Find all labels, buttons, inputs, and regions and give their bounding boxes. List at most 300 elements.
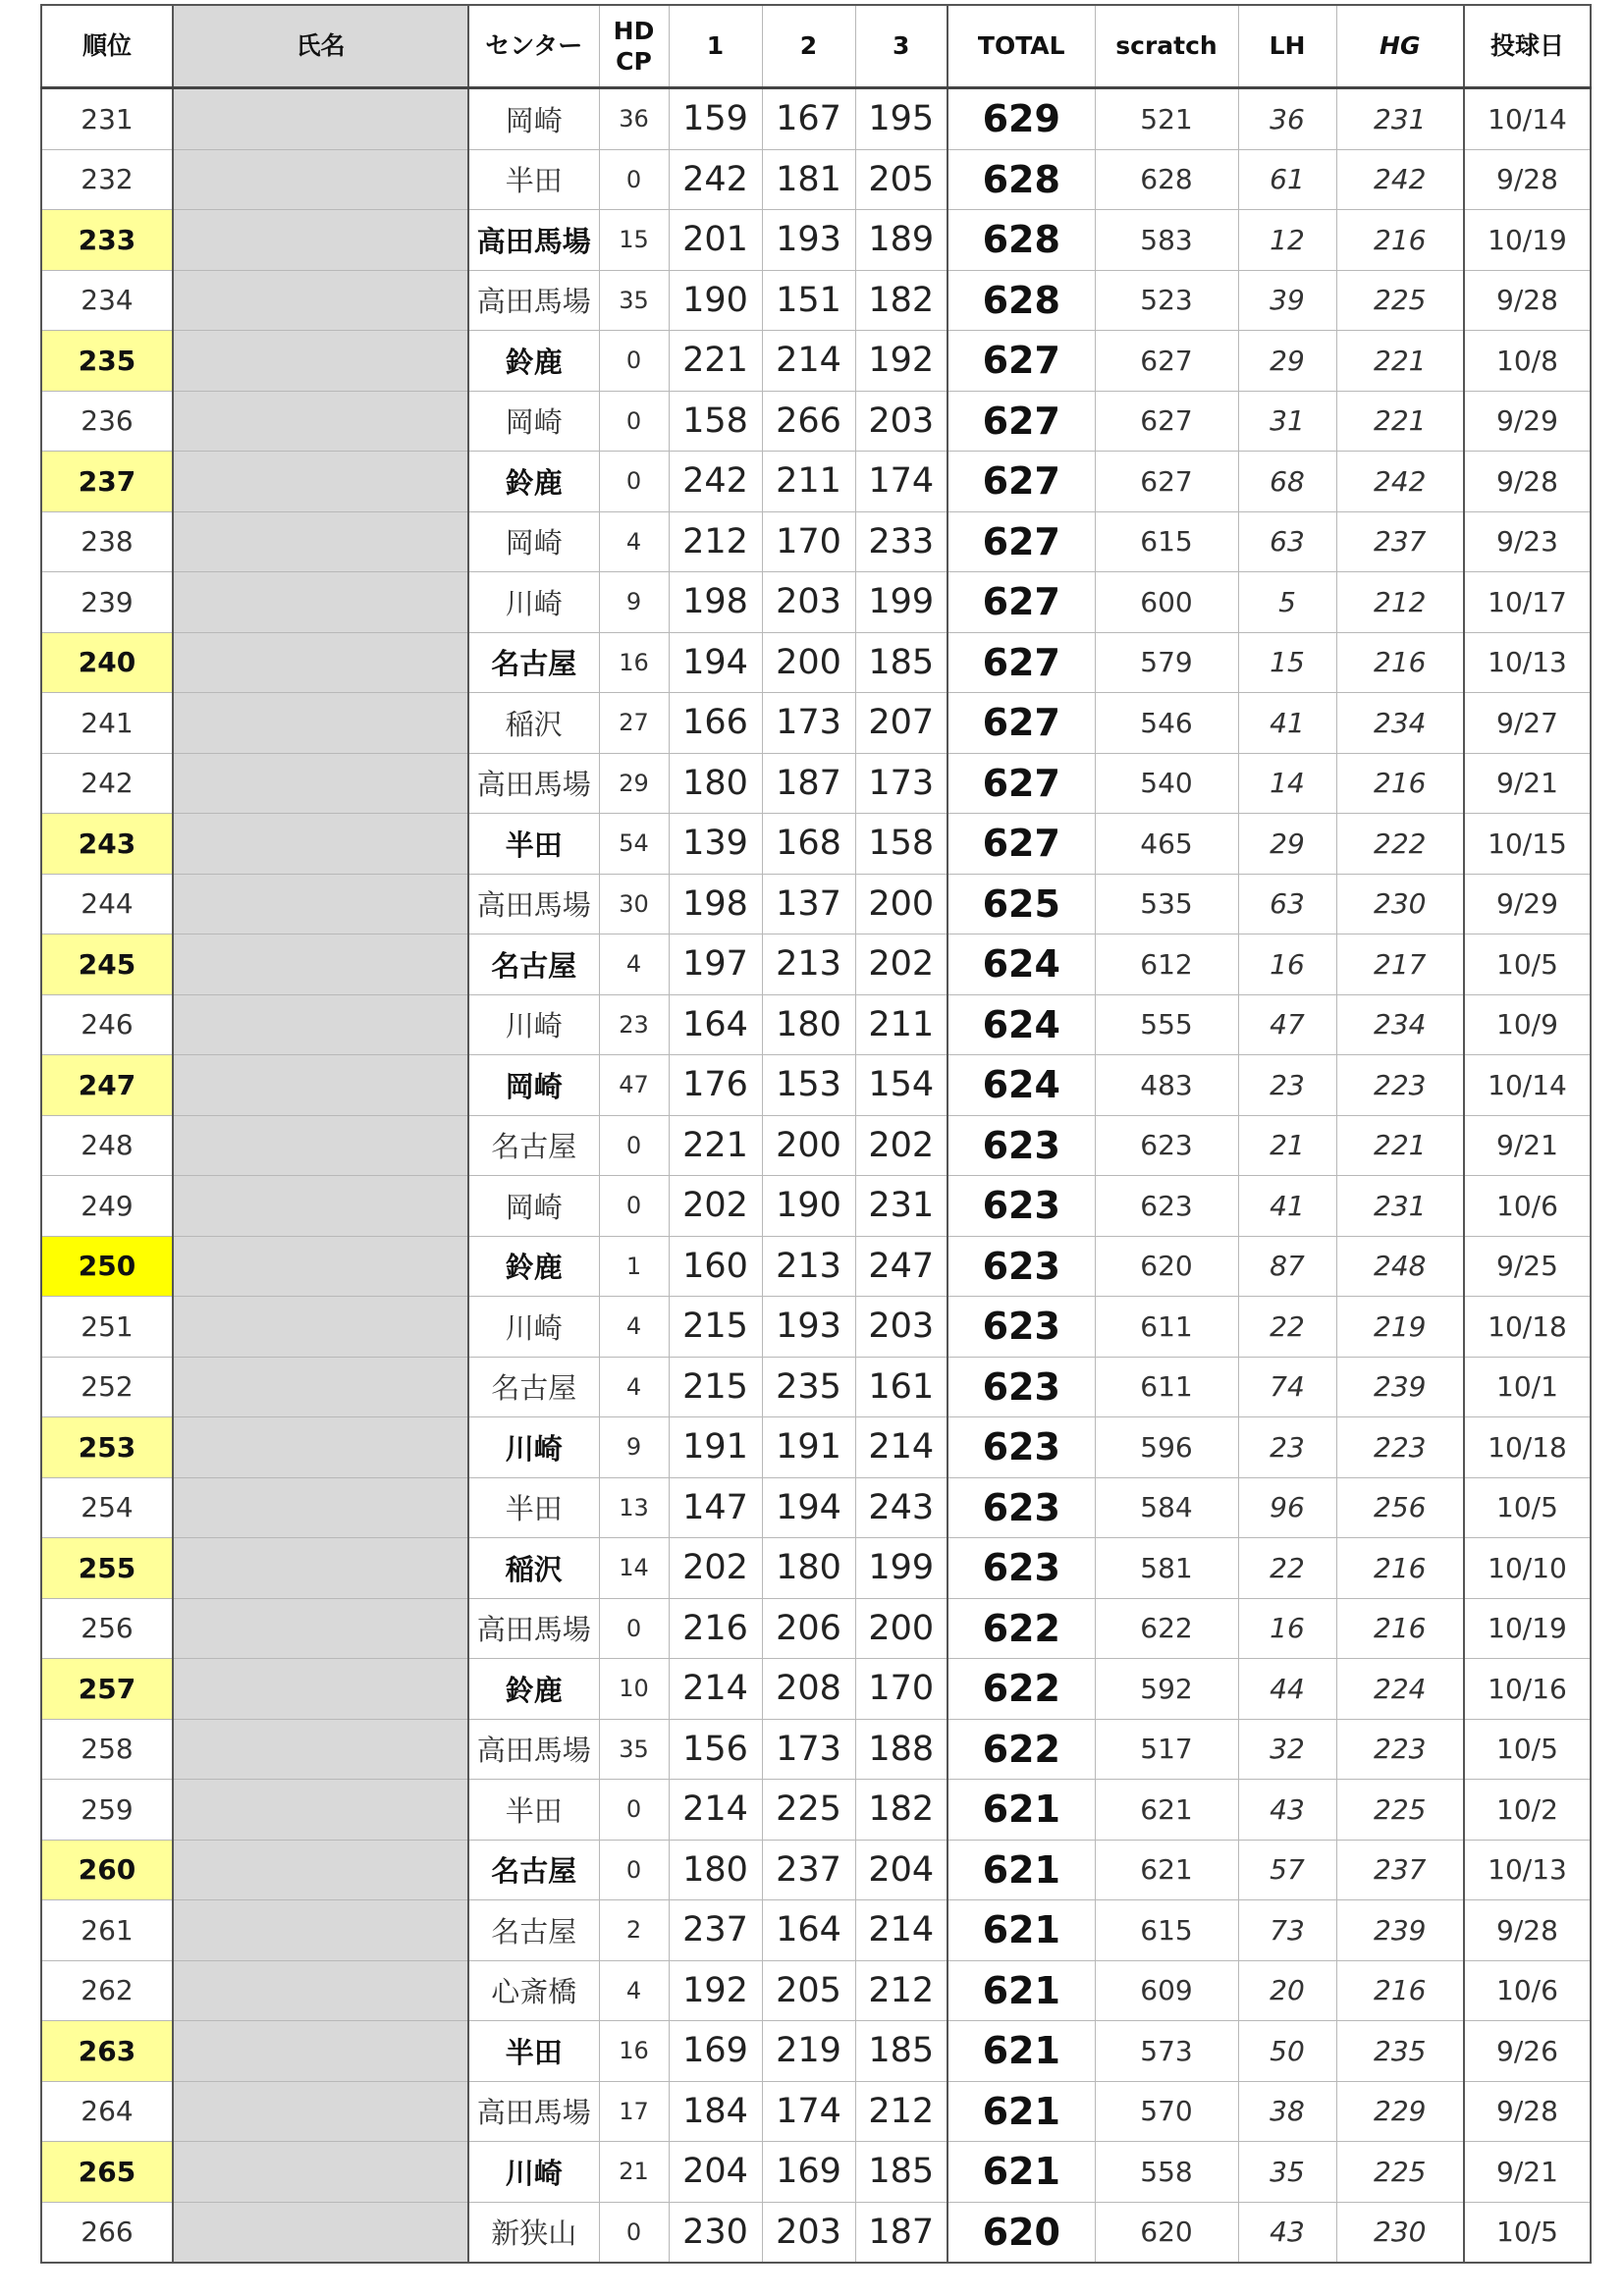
lh-cell: 44 [1238, 1659, 1336, 1720]
game-1-cell: 201 [669, 210, 762, 271]
table-row [41, 934, 1591, 995]
game-2-cell: 167 [762, 88, 855, 150]
hg-cell: 230 [1336, 874, 1464, 934]
hg-cell: 224 [1336, 1659, 1464, 1720]
rank-cell: 247 [41, 1055, 173, 1116]
table-row [41, 1236, 1591, 1297]
date-cell: 10/17 [1464, 572, 1591, 633]
rank-cell: 261 [41, 1900, 173, 1961]
scratch-cell: 540 [1095, 753, 1238, 814]
game-2-cell: 173 [762, 693, 855, 754]
lh-cell: 23 [1238, 1055, 1336, 1116]
table-row [41, 1960, 1591, 2021]
date-cell: 9/21 [1464, 1115, 1591, 1176]
center-cell: 高田馬場 [468, 753, 599, 814]
center-cell: 鈴鹿 [468, 452, 599, 512]
name-cell [173, 1780, 468, 1841]
rank-cell: 258 [41, 1719, 173, 1780]
center-cell: 川崎 [468, 572, 599, 633]
scratch-cell: 584 [1095, 1477, 1238, 1538]
game-1-cell: 215 [669, 1297, 762, 1358]
name-cell [173, 1297, 468, 1358]
hdcp-cell: 29 [599, 753, 669, 814]
hg-cell: 223 [1336, 1055, 1464, 1116]
rank-cell: 251 [41, 1297, 173, 1358]
total-cell: 623 [947, 1538, 1095, 1599]
table-row [41, 1115, 1591, 1176]
game-1-cell: 214 [669, 1780, 762, 1841]
lh-cell: 32 [1238, 1719, 1336, 1780]
game-2-cell: 266 [762, 391, 855, 452]
rank-cell: 262 [41, 1960, 173, 2021]
date-cell: 10/2 [1464, 1780, 1591, 1841]
center-cell: 名古屋 [468, 632, 599, 693]
game-2-cell: 205 [762, 1960, 855, 2021]
scratch-cell: 521 [1095, 88, 1238, 150]
total-cell: 624 [947, 934, 1095, 995]
date-cell: 10/9 [1464, 994, 1591, 1055]
scratch-cell: 627 [1095, 452, 1238, 512]
table-header-row [41, 5, 1591, 88]
total-cell: 623 [947, 1477, 1095, 1538]
table-row [41, 1719, 1591, 1780]
lh-cell: 41 [1238, 693, 1336, 754]
date-cell: 10/15 [1464, 814, 1591, 875]
game-1-cell: 221 [669, 331, 762, 392]
center-cell: 心斎橋 [468, 1960, 599, 2021]
name-cell [173, 2021, 468, 2082]
hg-cell: 221 [1336, 391, 1464, 452]
game-1-cell: 202 [669, 1176, 762, 1237]
table-row [41, 511, 1591, 572]
hdcp-cell: 54 [599, 814, 669, 875]
name-cell [173, 1900, 468, 1961]
name-cell [173, 88, 468, 150]
table-row [41, 1297, 1591, 1358]
game-1-cell: 221 [669, 1115, 762, 1176]
hdcp-cell: 21 [599, 2142, 669, 2203]
hg-cell: 235 [1336, 2021, 1464, 2082]
name-cell [173, 693, 468, 754]
hdcp-cell: 35 [599, 270, 669, 331]
lh-cell: 16 [1238, 1598, 1336, 1659]
game-1-cell: 180 [669, 1840, 762, 1900]
game-2-cell: 153 [762, 1055, 855, 1116]
game-3-cell: 204 [855, 1840, 947, 1900]
table-row [41, 1840, 1591, 1900]
total-cell: 628 [947, 149, 1095, 210]
hg-cell: 221 [1336, 1115, 1464, 1176]
hg-cell: 242 [1336, 149, 1464, 210]
table-row [41, 149, 1591, 210]
game-1-cell: 156 [669, 1719, 762, 1780]
header-hg: HG [1336, 5, 1464, 88]
game-1-cell: 198 [669, 572, 762, 633]
total-cell: 622 [947, 1598, 1095, 1659]
game-2-cell: 237 [762, 1840, 855, 1900]
game-3-cell: 243 [855, 1477, 947, 1538]
date-cell: 9/28 [1464, 270, 1591, 331]
total-cell: 628 [947, 210, 1095, 271]
hg-cell: 216 [1336, 632, 1464, 693]
game-1-cell: 180 [669, 753, 762, 814]
total-cell: 628 [947, 270, 1095, 331]
lh-cell: 38 [1238, 2081, 1336, 2142]
scratch-cell: 596 [1095, 1417, 1238, 1478]
table-row [41, 1417, 1591, 1478]
date-cell: 10/6 [1464, 1176, 1591, 1237]
date-cell: 9/28 [1464, 2081, 1591, 2142]
center-cell: 岡崎 [468, 88, 599, 150]
date-cell: 10/14 [1464, 1055, 1591, 1116]
game-2-cell: 180 [762, 1538, 855, 1599]
game-1-cell: 191 [669, 1417, 762, 1478]
lh-cell: 16 [1238, 934, 1336, 995]
date-cell: 10/14 [1464, 88, 1591, 150]
hdcp-cell: 17 [599, 2081, 669, 2142]
name-cell [173, 1055, 468, 1116]
game-1-cell: 214 [669, 1659, 762, 1720]
name-cell [173, 391, 468, 452]
scratch-cell: 620 [1095, 1236, 1238, 1297]
name-cell [173, 814, 468, 875]
name-cell [173, 753, 468, 814]
lh-cell: 15 [1238, 632, 1336, 693]
scratch-cell: 570 [1095, 2081, 1238, 2142]
hdcp-cell: 0 [599, 1840, 669, 1900]
hg-cell: 231 [1336, 88, 1464, 150]
table-row [41, 1780, 1591, 1841]
header-hdcp-line1: HD [613, 16, 655, 45]
game-1-cell: 212 [669, 511, 762, 572]
table-row [41, 994, 1591, 1055]
hg-cell: 216 [1336, 210, 1464, 271]
hdcp-cell: 4 [599, 1297, 669, 1358]
game-3-cell: 212 [855, 2081, 947, 2142]
total-cell: 621 [947, 2021, 1095, 2082]
date-cell: 9/23 [1464, 511, 1591, 572]
game-2-cell: 137 [762, 874, 855, 934]
center-cell: 高田馬場 [468, 1719, 599, 1780]
center-cell: 岡崎 [468, 1055, 599, 1116]
rank-cell: 235 [41, 331, 173, 392]
game-3-cell: 207 [855, 693, 947, 754]
game-1-cell: 215 [669, 1357, 762, 1417]
name-cell [173, 331, 468, 392]
total-cell: 627 [947, 452, 1095, 512]
rank-cell: 243 [41, 814, 173, 875]
table-row [41, 632, 1591, 693]
total-cell: 627 [947, 331, 1095, 392]
date-cell: 10/8 [1464, 331, 1591, 392]
lh-cell: 87 [1238, 1236, 1336, 1297]
center-cell: 半田 [468, 1780, 599, 1841]
game-2-cell: 208 [762, 1659, 855, 1720]
game-1-cell: 147 [669, 1477, 762, 1538]
lh-cell: 57 [1238, 1840, 1336, 1900]
center-cell: 川崎 [468, 994, 599, 1055]
table-body [41, 88, 1591, 2264]
center-cell: 川崎 [468, 2142, 599, 2203]
hdcp-cell: 0 [599, 452, 669, 512]
table-row [41, 1055, 1591, 1116]
lh-cell: 63 [1238, 511, 1336, 572]
game-2-cell: 213 [762, 1236, 855, 1297]
game-1-cell: 190 [669, 270, 762, 331]
game-2-cell: 181 [762, 149, 855, 210]
game-2-cell: 170 [762, 511, 855, 572]
total-cell: 623 [947, 1417, 1095, 1478]
game-2-cell: 190 [762, 1176, 855, 1237]
hg-cell: 216 [1336, 753, 1464, 814]
date-cell: 10/1 [1464, 1357, 1591, 1417]
hg-cell: 216 [1336, 1960, 1464, 2021]
rank-cell: 244 [41, 874, 173, 934]
hdcp-cell: 9 [599, 1417, 669, 1478]
header-name: 氏名 [173, 5, 468, 88]
hdcp-cell: 0 [599, 1598, 669, 1659]
total-cell: 621 [947, 1960, 1095, 2021]
game-3-cell: 185 [855, 2021, 947, 2082]
game-2-cell: 211 [762, 452, 855, 512]
total-cell: 627 [947, 511, 1095, 572]
date-cell: 9/25 [1464, 1236, 1591, 1297]
rank-cell: 233 [41, 210, 173, 271]
rank-cell: 231 [41, 88, 173, 150]
name-cell [173, 2202, 468, 2263]
center-cell: 川崎 [468, 1297, 599, 1358]
scratch-cell: 573 [1095, 2021, 1238, 2082]
date-cell: 10/5 [1464, 1477, 1591, 1538]
scratch-cell: 623 [1095, 1115, 1238, 1176]
lh-cell: 14 [1238, 753, 1336, 814]
date-cell: 9/26 [1464, 2021, 1591, 2082]
center-cell: 鈴鹿 [468, 1236, 599, 1297]
name-cell [173, 2081, 468, 2142]
game-3-cell: 202 [855, 934, 947, 995]
rank-cell: 240 [41, 632, 173, 693]
center-cell: 名古屋 [468, 1115, 599, 1176]
scratch-cell: 592 [1095, 1659, 1238, 1720]
header-rank: 順位 [41, 5, 173, 88]
game-3-cell: 205 [855, 149, 947, 210]
total-cell: 623 [947, 1176, 1095, 1237]
date-cell: 10/10 [1464, 1538, 1591, 1599]
game-3-cell: 247 [855, 1236, 947, 1297]
game-2-cell: 235 [762, 1357, 855, 1417]
game-1-cell: 230 [669, 2202, 762, 2263]
date-cell: 9/28 [1464, 452, 1591, 512]
scratch-cell: 615 [1095, 511, 1238, 572]
hdcp-cell: 0 [599, 391, 669, 452]
scratch-cell: 612 [1095, 934, 1238, 995]
center-cell: 岡崎 [468, 511, 599, 572]
hdcp-cell: 9 [599, 572, 669, 633]
game-2-cell: 187 [762, 753, 855, 814]
game-3-cell: 200 [855, 874, 947, 934]
total-cell: 627 [947, 391, 1095, 452]
rank-cell: 253 [41, 1417, 173, 1478]
rank-cell: 256 [41, 1598, 173, 1659]
game-3-cell: 174 [855, 452, 947, 512]
scratch-cell: 517 [1095, 1719, 1238, 1780]
hdcp-cell: 4 [599, 1960, 669, 2021]
rank-cell: 252 [41, 1357, 173, 1417]
game-1-cell: 202 [669, 1538, 762, 1599]
hdcp-cell: 0 [599, 149, 669, 210]
game-1-cell: 166 [669, 693, 762, 754]
lh-cell: 41 [1238, 1176, 1336, 1237]
scratch-cell: 600 [1095, 572, 1238, 633]
hdcp-cell: 16 [599, 632, 669, 693]
scratch-cell: 620 [1095, 2202, 1238, 2263]
game-2-cell: 214 [762, 331, 855, 392]
header-lh: LH [1238, 5, 1336, 88]
game-3-cell: 173 [855, 753, 947, 814]
header-date: 投球日 [1464, 5, 1591, 88]
name-cell [173, 210, 468, 271]
date-cell: 10/5 [1464, 2202, 1591, 2263]
total-cell: 620 [947, 2202, 1095, 2263]
total-cell: 622 [947, 1659, 1095, 1720]
lh-cell: 50 [1238, 2021, 1336, 2082]
lh-cell: 23 [1238, 1417, 1336, 1478]
total-cell: 625 [947, 874, 1095, 934]
ranking-table [40, 4, 1592, 2264]
hg-cell: 216 [1336, 1538, 1464, 1599]
scratch-cell: 555 [1095, 994, 1238, 1055]
total-cell: 627 [947, 814, 1095, 875]
hg-cell: 234 [1336, 693, 1464, 754]
game-1-cell: 216 [669, 1598, 762, 1659]
total-cell: 622 [947, 1719, 1095, 1780]
center-cell: 高田馬場 [468, 874, 599, 934]
rank-cell: 255 [41, 1538, 173, 1599]
hdcp-cell: 15 [599, 210, 669, 271]
game-3-cell: 199 [855, 572, 947, 633]
rank-cell: 249 [41, 1176, 173, 1237]
center-cell: 川崎 [468, 1417, 599, 1478]
name-cell [173, 1538, 468, 1599]
date-cell: 10/13 [1464, 1840, 1591, 1900]
center-cell: 半田 [468, 149, 599, 210]
table-row [41, 1659, 1591, 1720]
game-1-cell: 169 [669, 2021, 762, 2082]
scratch-cell: 483 [1095, 1055, 1238, 1116]
total-cell: 627 [947, 632, 1095, 693]
total-cell: 621 [947, 1900, 1095, 1961]
center-cell: 高田馬場 [468, 1598, 599, 1659]
table-row [41, 2142, 1591, 2203]
game-3-cell: 182 [855, 270, 947, 331]
total-cell: 621 [947, 1780, 1095, 1841]
hg-cell: 225 [1336, 2142, 1464, 2203]
hg-cell: 234 [1336, 994, 1464, 1055]
lh-cell: 74 [1238, 1357, 1336, 1417]
game-3-cell: 212 [855, 1960, 947, 2021]
game-1-cell: 160 [669, 1236, 762, 1297]
header-center: センター [468, 5, 599, 88]
lh-cell: 43 [1238, 1780, 1336, 1841]
table-row [41, 693, 1591, 754]
header-game-3: 3 [855, 5, 947, 88]
name-cell [173, 934, 468, 995]
hg-cell: 212 [1336, 572, 1464, 633]
hg-cell: 256 [1336, 1477, 1464, 1538]
total-cell: 627 [947, 572, 1095, 633]
hdcp-cell: 0 [599, 331, 669, 392]
game-3-cell: 188 [855, 1719, 947, 1780]
game-2-cell: 164 [762, 1900, 855, 1961]
scratch-cell: 465 [1095, 814, 1238, 875]
game-1-cell: 164 [669, 994, 762, 1055]
scratch-cell: 611 [1095, 1297, 1238, 1358]
game-1-cell: 184 [669, 2081, 762, 2142]
lh-cell: 47 [1238, 994, 1336, 1055]
name-cell [173, 452, 468, 512]
total-cell: 627 [947, 753, 1095, 814]
name-cell [173, 1840, 468, 1900]
table-row [41, 1477, 1591, 1538]
date-cell: 10/5 [1464, 1719, 1591, 1780]
hdcp-cell: 2 [599, 1900, 669, 1961]
date-cell: 9/21 [1464, 2142, 1591, 2203]
name-cell [173, 994, 468, 1055]
lh-cell: 29 [1238, 814, 1336, 875]
header-hdcp [599, 5, 669, 88]
scratch-cell: 611 [1095, 1357, 1238, 1417]
game-2-cell: 169 [762, 2142, 855, 2203]
center-cell: 稲沢 [468, 693, 599, 754]
lh-cell: 20 [1238, 1960, 1336, 2021]
game-3-cell: 154 [855, 1055, 947, 1116]
hg-cell: 242 [1336, 452, 1464, 512]
total-cell: 627 [947, 693, 1095, 754]
game-3-cell: 199 [855, 1538, 947, 1599]
game-2-cell: 180 [762, 994, 855, 1055]
total-cell: 623 [947, 1357, 1095, 1417]
scratch-cell: 622 [1095, 1598, 1238, 1659]
hg-cell: 219 [1336, 1297, 1464, 1358]
rank-cell: 232 [41, 149, 173, 210]
game-3-cell: 214 [855, 1900, 947, 1961]
scratch-cell: 583 [1095, 210, 1238, 271]
game-3-cell: 214 [855, 1417, 947, 1478]
name-cell [173, 149, 468, 210]
hg-cell: 230 [1336, 2202, 1464, 2263]
game-1-cell: 197 [669, 934, 762, 995]
date-cell: 9/27 [1464, 693, 1591, 754]
date-cell: 10/19 [1464, 210, 1591, 271]
table-row [41, 210, 1591, 271]
game-1-cell: 159 [669, 88, 762, 150]
table-row [41, 572, 1591, 633]
game-1-cell: 204 [669, 2142, 762, 2203]
lh-cell: 22 [1238, 1538, 1336, 1599]
center-cell: 名古屋 [468, 1357, 599, 1417]
center-cell: 稲沢 [468, 1538, 599, 1599]
total-cell: 623 [947, 1236, 1095, 1297]
hg-cell: 231 [1336, 1176, 1464, 1237]
game-3-cell: 170 [855, 1659, 947, 1720]
table-row [41, 452, 1591, 512]
hg-cell: 237 [1336, 1840, 1464, 1900]
lh-cell: 35 [1238, 2142, 1336, 2203]
center-cell: 半田 [468, 1477, 599, 1538]
name-cell [173, 2142, 468, 2203]
total-cell: 629 [947, 88, 1095, 150]
total-cell: 621 [947, 2142, 1095, 2203]
